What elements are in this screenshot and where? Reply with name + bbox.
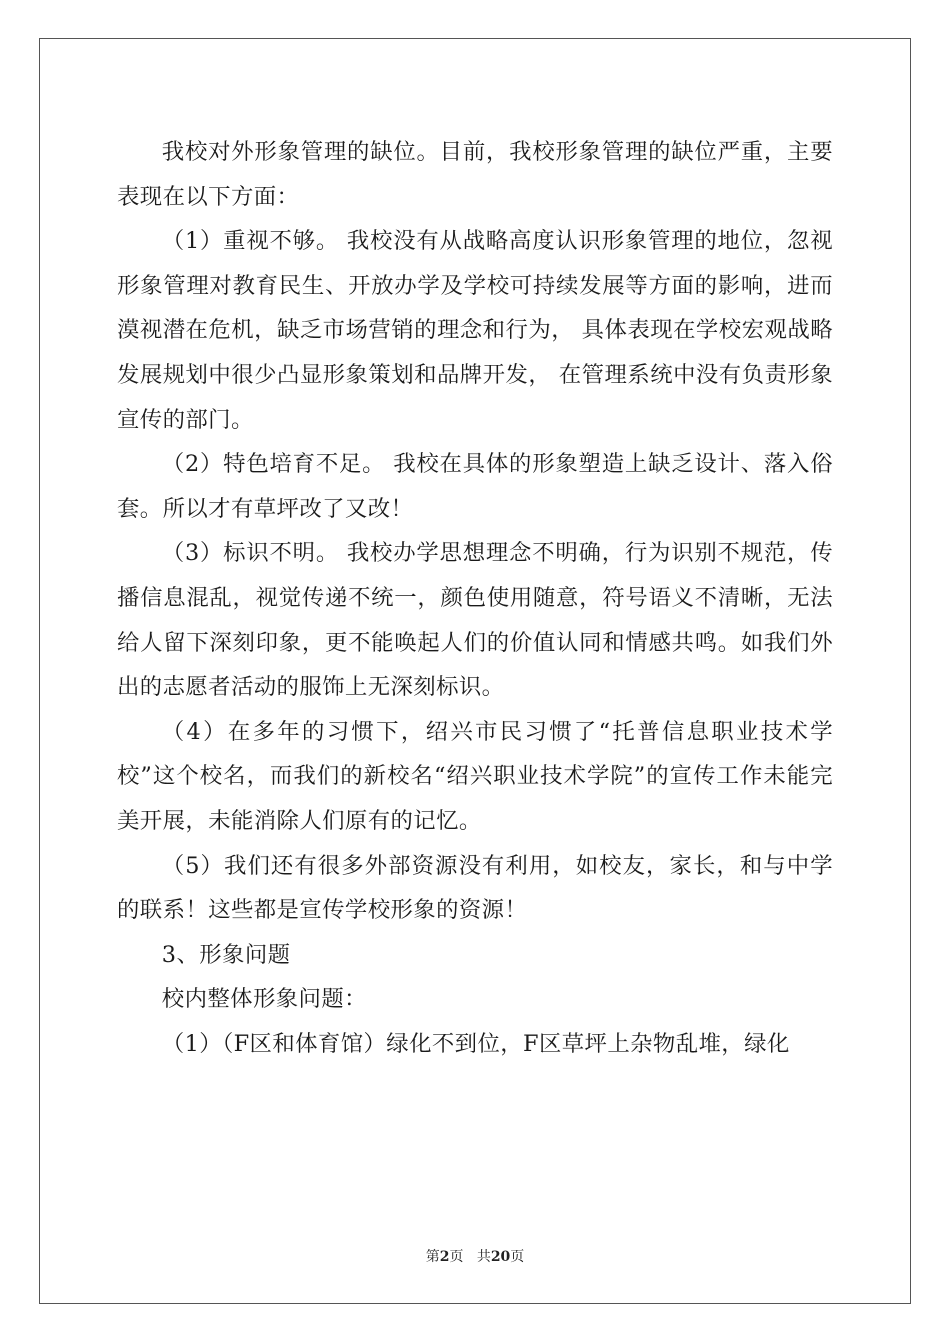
paragraph-campus-point-1-greening: （1）（F区和体育馆）绿化不到位，F区草坪上杂物乱堆，绿化 <box>161 1030 790 1057</box>
page-footer <box>0 1248 950 1266</box>
paragraph-point-4-school-name: （4）在多年的习惯下，绍兴市民习惯了“托普信息职业技术学校”这个校名，而我们的新校名“绍兴职业技术学院”的宣传工作未能完美开展，未能消除人们原有的记忆。 <box>117 718 833 834</box>
page-unit: 页 <box>449 1249 464 1265</box>
total-page-count: 20 <box>490 1249 511 1265</box>
paragraph-point-2-lack-of-features: （2）特色培育不足。 我校在具体的形象塑造上缺乏设计、落入俗套。所以才有草坪改了又改！ <box>117 451 833 522</box>
total-prefix: 共 <box>476 1249 491 1265</box>
section-heading-image-problems: 3、形象问题 <box>161 941 291 968</box>
subheading-campus-image-problems: 校内整体形象问题： <box>161 986 367 1013</box>
current-page-number: 2 <box>439 1249 450 1265</box>
paragraph-image-management-intro: 我校对外形象管理的缺位。目前，我校形象管理的缺位严重，主要表现在以下方面： <box>117 139 833 210</box>
total-unit: 页 <box>510 1249 525 1265</box>
paragraph-point-3-unclear-identity: （3）标识不明。 我校办学思想理念不明确，行为识别不规范，传播信息混乱，视觉传递不统一，颜色使用随意，符号语义不清晰，无法给人留下深刻印象，更不能唤起人们的价值认同和情感共鸣。如我们外出的志愿者活动的服饰上无深刻标识。 <box>117 540 833 701</box>
document-body <box>117 130 833 1066</box>
paragraph-point-5-external-resources: （5）我们还有很多外部资源没有利用，如校友，家长，和与中学的联系！这些都是宣传学校形象的资源！ <box>117 852 833 924</box>
paragraph-point-1-insufficient-attention: （1）重视不够。 我校没有从战略高度认识形象管理的地位，忽视形象管理对教育民生、开放办学及学校可持续发展等方面的影响，进而漠视潜在危机，缺乏市场营销的理念和行为， 具体表现在学校宏观战略发展规划中很少凸显形象策划和品牌开发， 在管理系统中没有负责形象宣传的部门。 <box>117 228 833 433</box>
page-prefix: 第 <box>425 1249 440 1265</box>
